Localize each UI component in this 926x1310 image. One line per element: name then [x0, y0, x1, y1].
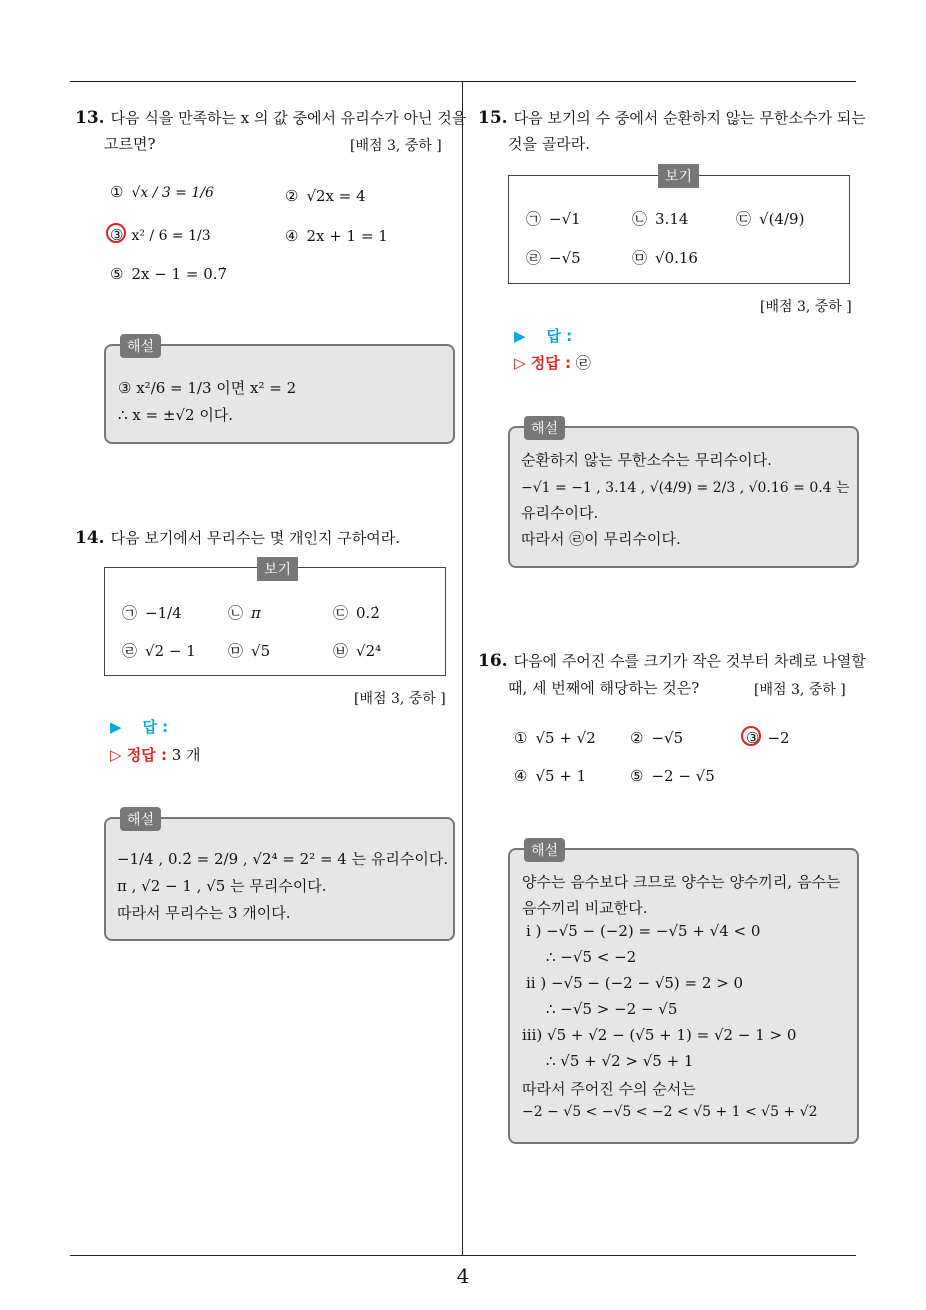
q16-line1: 16. 다음에 주어진 수를 크기가 작은 것부터 차례로 나열할 — [478, 651, 866, 671]
q13-option-2[interactable]: ② √2x = 4 — [285, 187, 366, 205]
q16-expl-line6: ∴ −√5 > −2 − √5 — [546, 1000, 678, 1018]
q15-line1: 15. 다음 보기의 수 중에서 순환하지 않는 무한소수가 되는 — [478, 108, 866, 128]
q14-correct-line: ▷ 정답 : 3 개 — [110, 746, 201, 764]
correct-arrow-icon: ▷ — [514, 354, 531, 372]
q16-expl-line9: 따라서 주어진 수의 순서는 — [522, 1080, 696, 1098]
bottom-rule — [70, 1255, 856, 1256]
q13-selected-circle — [106, 223, 126, 243]
q13-option-mark: ③ — [110, 226, 124, 244]
q14-expl-line2: π , √2 − 1 , √5 는 무리수이다. — [117, 877, 327, 895]
q15-line2: 것을 골라라. — [508, 135, 590, 153]
q15-score: [배점 3, 중하 ] — [760, 299, 852, 315]
q14-bogi-6: ㉥ √2⁴ — [333, 642, 382, 660]
q16-expl-line4: ∴ −√5 < −2 — [546, 948, 637, 966]
q16-option-4[interactable]: ④ √5 + 1 — [514, 767, 587, 785]
q15-bogi-tag: 보기 — [658, 164, 699, 188]
q13-line1: 13. 다음 식을 만족하는 x 의 값 중에서 유리수가 아닌 것을 — [75, 108, 467, 128]
q13-option-4[interactable]: ④ 2x + 1 = 1 — [285, 227, 388, 245]
q16-option-5[interactable]: ⑤ −2 − √5 — [630, 767, 715, 785]
q15-expl-line1: 순환하지 않는 무한소수는 무리수이다. — [521, 451, 772, 469]
q16-selected-circle — [741, 726, 761, 746]
q13-option-mark: ⑤ — [110, 265, 124, 283]
q15-bogi-4: ㉣ −√5 — [526, 249, 581, 267]
q14-explanation-tag: 해설 — [120, 807, 161, 831]
q13-option-3[interactable]: ③ x² / 6 = 1/3 — [110, 226, 211, 244]
top-rule — [70, 81, 856, 82]
q16-score: [배점 3, 중하 ] — [754, 682, 846, 698]
q13-line2: 고르면? — [104, 135, 156, 153]
q15-bogi-1: ㉠ −√1 — [526, 210, 581, 228]
q13-expl-line1: ③ x²/6 = 1/3 이면 x² = 2 — [118, 379, 297, 397]
answer-arrow-icon: ▶ — [110, 718, 143, 736]
q13-option-1[interactable]: ① √x / 3 = 1/6 — [110, 183, 214, 201]
q16-expl-line1: 양수는 음수보다 크므로 양수는 양수끼리, 음수는 — [522, 873, 841, 891]
q15-explanation-tag: 해설 — [524, 416, 565, 440]
q13-option-mark: ① — [110, 183, 124, 201]
q16-option-1[interactable]: ① √5 + √2 — [514, 729, 596, 747]
q16-expl-line2: 음수끼리 비교한다. — [522, 899, 648, 917]
column-divider — [462, 81, 463, 1256]
q16-option-2[interactable]: ② −√5 — [630, 729, 684, 747]
q15-expl-line4: 따라서 ㉣이 무리수이다. — [521, 530, 681, 548]
page-number: 4 — [456, 1264, 470, 1288]
q16-expl-line5: ii ) −√5 − (−2 − √5) = 2 > 0 — [526, 974, 744, 992]
q14-bogi-4: ㉣ √2 − 1 — [122, 642, 196, 660]
q16-option-3[interactable]: ③ −2 — [746, 729, 790, 747]
q13-score: [배점 3, 중하 ] — [350, 138, 442, 154]
q15-bogi-2: ㉡ 3.14 — [632, 210, 689, 228]
q16-explanation-tag: 해설 — [524, 838, 565, 862]
q14-expl-line1: −1/4 , 0.2̇ = 2/9 , √2⁴ = 2² = 4 는 유리수이다. — [117, 850, 449, 868]
q15-expl-line2: −√1 = −1 , 3.14 , √(4/9) = 2/3 , √0.16 = 0.4 는 — [521, 480, 850, 496]
q13-option-mark: ② — [285, 187, 299, 205]
q15-answer-line: ▶ 답 : — [514, 327, 573, 345]
q16-expl-line10: −2 − √5 < −√5 < −2 < √5 + 1 < √5 + √2 — [522, 1104, 818, 1120]
q16-expl-line7: iii) √5 + √2 − (√5 + 1) = √2 − 1 > 0 — [522, 1026, 797, 1044]
q15-correct-line: ▷ 정답 : ㉣ — [514, 354, 591, 372]
q14-line1: 14. 다음 보기에서 무리수는 몇 개인지 구하여라. — [75, 528, 401, 548]
q13-option-mark: ④ — [285, 227, 299, 245]
q15-expl-line3: 유리수이다. — [521, 504, 599, 522]
q13-explanation-tag: 해설 — [120, 334, 161, 358]
answer-arrow-icon: ▶ — [514, 327, 547, 345]
correct-arrow-icon: ▷ — [110, 746, 127, 764]
q14-score: [배점 3, 중하 ] — [354, 691, 446, 707]
q14-bogi-2: ㉡ π — [228, 604, 261, 622]
q13-expl-line2: ∴ x = ±√2 이다. — [118, 406, 234, 424]
q14-bogi-tag: 보기 — [257, 557, 298, 581]
q14-bogi-1: ㉠ −1/4 — [122, 604, 182, 622]
q14-expl-line3: 따라서 무리수는 3 개이다. — [117, 904, 291, 922]
q16-expl-line3: i ) −√5 − (−2) = −√5 + √4 < 0 — [526, 922, 761, 940]
q14-answer-line: ▶ 답 : — [110, 718, 169, 736]
q15-bogi-3: ㉢ √(4/9) — [736, 210, 805, 228]
q14-bogi-3: ㉢ 0.2̇ — [333, 604, 380, 622]
q14-bogi-5: ㉤ √5 — [228, 642, 271, 660]
q16-line2: 때, 세 번째에 해당하는 것은? — [508, 679, 700, 697]
q16-expl-line8: ∴ √5 + √2 > √5 + 1 — [546, 1052, 694, 1070]
q13-option-5[interactable]: ⑤ 2x − 1 = 0.7̇ — [110, 265, 228, 283]
q15-bogi-5: ㉤ √0.16 — [632, 249, 698, 267]
q16-explanation-box — [508, 848, 859, 1144]
